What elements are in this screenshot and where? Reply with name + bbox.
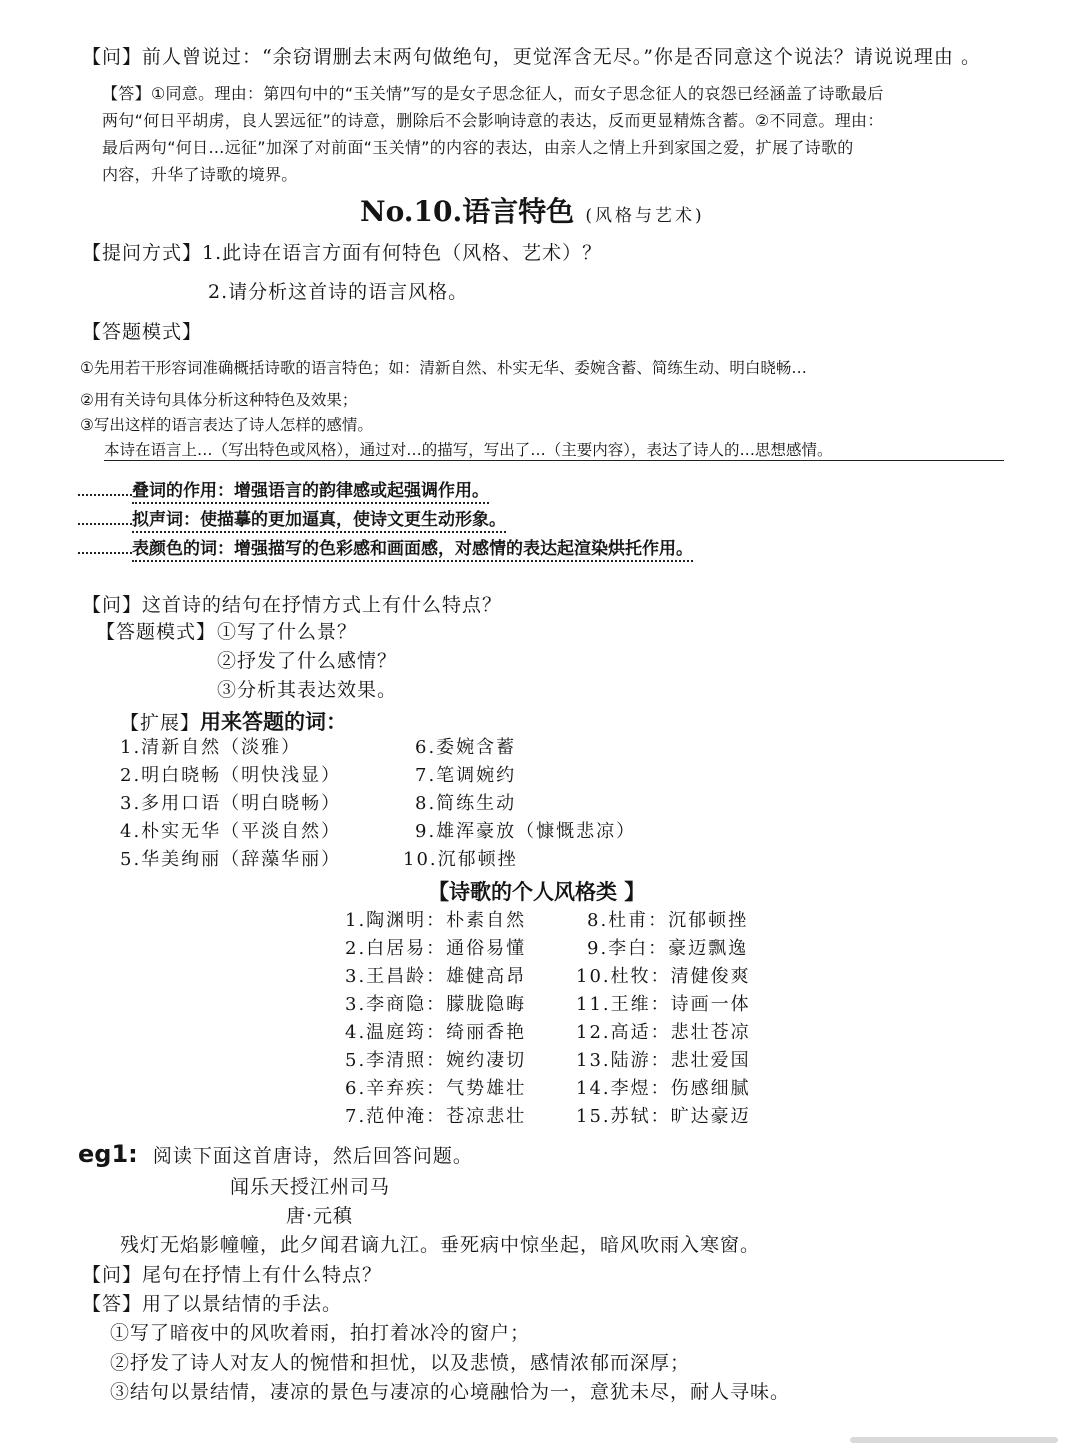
answer-block — [102, 80, 884, 188]
example-point-3: ③结句以景结情，凄凉的景色与凄凉的心境融恰为一，意犹未尽，耐人寻味。 — [110, 1381, 791, 1403]
list-item: 10.沉郁顿挫 — [403, 849, 518, 870]
note-text: 表颜色的词：增强描写的色彩感和画面感，对感情的表达起渲染烘托作用。 — [132, 539, 693, 562]
expand-title: 用来答题的词： — [200, 710, 348, 734]
example-header — [78, 1140, 473, 1168]
section-title-text: No.10.语言特色 — [360, 195, 575, 228]
expand-right-list — [403, 734, 637, 874]
ask-label: 【提问方式】 — [82, 242, 203, 264]
list-item: 3.李商隐：朦胧隐晦 — [345, 994, 527, 1015]
list-item: 9.雄浑豪放（慷慨悲凉） — [415, 821, 637, 842]
list-item: 4.温庭筠：绮丽香艳 — [345, 1022, 527, 1043]
list-item: 5.李清照：婉约凄切 — [345, 1050, 527, 1071]
mode-label: 【答题模式】 — [82, 321, 203, 343]
mode-line-3: ③写出这样的语言表达了诗人怎样的感情。 — [80, 416, 373, 434]
step-2: ②抒发了什么感情？ — [217, 650, 398, 672]
list-item: 5.华美绚丽（辞藻华丽） — [120, 849, 342, 870]
example-point-1: ①写了暗夜中的风吹着雨，拍打着冰冷的窗户； — [110, 1322, 531, 1344]
expand-label: 【扩展】 — [120, 712, 201, 734]
list-item: 12.高适：悲壮苍凉 — [576, 1022, 751, 1043]
list-item: 2.白居易：通俗易懂 — [345, 938, 527, 959]
list-item: 8.简练生动 — [415, 793, 517, 814]
answer-template: 本诗在语言上…（写出特色或风格），通过对…的描写，写出了…（主要内容），表达了诗人的…思想感情。 — [104, 438, 1004, 461]
question-line-2: 【问】这首诗的结句在抒情方式上有什么特点？ — [82, 594, 503, 616]
list-item: 6.委婉含蓄 — [415, 737, 517, 758]
section-title — [360, 190, 705, 230]
list-item: 8.杜甫：沉郁顿挫 — [587, 910, 749, 931]
list-item: 4.朴实无华（平淡自然） — [120, 821, 342, 842]
list-item: 14.李煜：伤感细腻 — [576, 1078, 751, 1099]
note-text: 拟声词：使描摹的更加逼真，使诗文更生动形象。 — [132, 510, 506, 533]
list-item: 11.王维：诗画一体 — [576, 994, 751, 1015]
list-item: 15.苏轼：旷达豪迈 — [576, 1106, 751, 1127]
poem-text: 残灯无焰影幢幢，此夕闻君谪九江。垂死病中惊坐起，暗风吹雨入寒窗。 — [120, 1234, 761, 1256]
expand-heading — [120, 706, 347, 736]
list-item: 9.李白：豪迈飘逸 — [587, 938, 749, 959]
styles-left-list — [345, 907, 526, 1131]
example-label: eg1: — [78, 1140, 138, 1168]
list-item: 7.范仲淹：苍凉悲壮 — [345, 1106, 527, 1127]
note-onomatopoeia — [78, 505, 506, 530]
poem-title: 闻乐天授江州司马 — [230, 1176, 391, 1198]
example-instruction: 阅读下面这首唐诗，然后回答问题。 — [152, 1145, 473, 1167]
list-item: 3.多用口语（明白晓畅） — [120, 793, 342, 814]
list-item: 1.陶渊明：朴素自然 — [345, 910, 527, 931]
styles-heading: 【诗歌的个人风格类 】 — [428, 880, 646, 904]
mode-line-1: ①先用若干形容词准确概括诗歌的语言特色；如：清新自然、朴实无华、委婉含蓄、简练生动、明白晓畅… — [80, 359, 807, 377]
answer-line: 【答】①同意。理由：第四句中的“玉关情”写的是女子思念征人，而女子思念征人的哀怨已经涵盖了诗歌最后 — [102, 84, 884, 103]
example-question: 【问】尾句在抒情上有什么特点？ — [82, 1264, 383, 1286]
list-item: 2.明白晓畅（明快浅显） — [120, 765, 342, 786]
styles-right-list — [576, 907, 751, 1131]
expand-left-list — [120, 734, 341, 874]
ask-line-1 — [82, 238, 602, 265]
note-text: 叠词的作用：增强语言的韵律感或起强调作用。 — [132, 481, 489, 504]
ask-item-2: 2.请分析这首诗的语言风格。 — [208, 281, 469, 303]
mode-label-2: 【答题模式】 — [96, 621, 217, 643]
example-answer: 【答】用了以景结情的手法。 — [82, 1293, 343, 1315]
poem-author: 唐·元稹 — [286, 1205, 354, 1227]
example-point-2: ②抒发了诗人对友人的惋惜和担忧，以及悲愤，感情浓郁而深厚； — [110, 1352, 691, 1374]
answer-line: 内容，升华了诗歌的境界。 — [102, 165, 298, 184]
list-item: 6.辛弃疾：气势雄壮 — [345, 1078, 527, 1099]
step-3: ③分析其表达效果。 — [217, 679, 398, 701]
ask-item-1: 1.此诗在语言方面有何特色（风格、艺术）？ — [202, 242, 603, 264]
list-item: 10.杜牧：清健俊爽 — [576, 966, 751, 987]
list-item: 3.王昌龄：雄健高昂 — [345, 966, 527, 987]
list-item: 13.陆游：悲壮爱国 — [576, 1050, 751, 1071]
answer-line: 两句“何日平胡虏，良人罢远征”的诗意，删除后不会影响诗意的表达，反而更显精炼含蓄。②不同意。理由： — [102, 111, 884, 130]
horizontal-scrollbar[interactable] — [850, 1437, 1058, 1443]
question-line: 【问】前人曾说过：“余窃谓删去末两句做绝句，更觉浑含无尽。”你是否同意这个说法？请说说理由 。 — [82, 46, 981, 68]
list-item: 7.笔调婉约 — [415, 765, 517, 786]
note-color-words — [78, 534, 693, 559]
step-1: ①写了什么景？ — [217, 621, 358, 643]
answer-line: 最后两句“何日…远征”加深了对前面“玉关情”的内容的表达，由亲人之情上升到家国之爱，扩展了诗歌的 — [102, 138, 854, 157]
list-item: 1.清新自然（淡雅） — [120, 737, 302, 758]
note-reduplication — [78, 476, 489, 501]
mode-line-2: ②用有关诗句具体分析这种特色及效果； — [80, 391, 358, 409]
section-subtitle: (风格与艺术) — [585, 206, 705, 226]
